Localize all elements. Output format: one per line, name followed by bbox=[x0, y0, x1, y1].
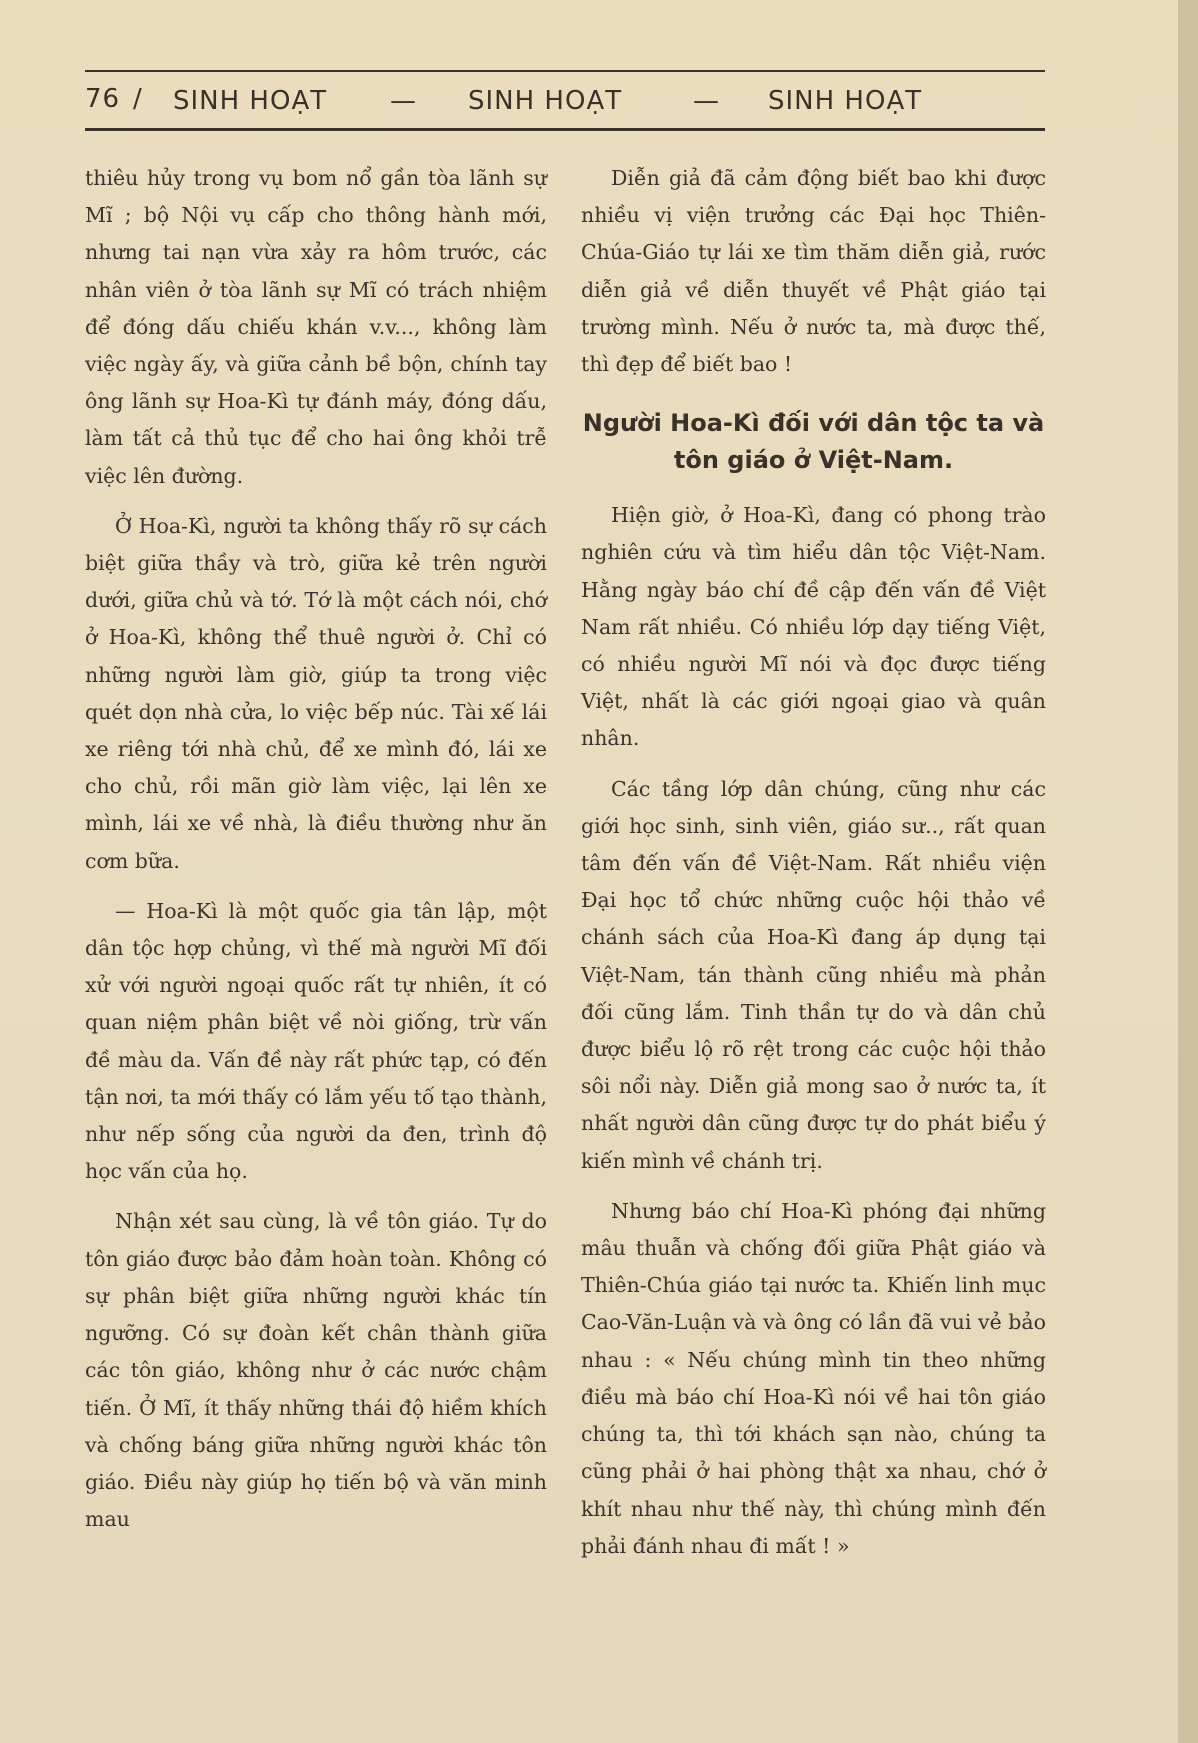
running-title-dash-2: — bbox=[693, 86, 720, 116]
header-row bbox=[85, 82, 1045, 122]
paragraph: Nhưng báo chí Hoa-Kì phóng đại những mâu thuẫn và chống đối giữa Phật giáo và Thiên-Chúa giáo tại nước ta. Khiến linh mục Cao-Văn-Luận và và ông có lần đã vui vẻ bảo nhau : « Nếu chúng mình tin theo những điều mà báo chí Hoa-Kì nói về hai tôn giáo chúng ta, thì tới khách sạn nào, chúng ta cũng phải ở hai phòng thật xa nhau, chớ ở khít nhau như thế này, thì chúng mình đến phải đánh nhau đi mất ! » bbox=[581, 1198, 1046, 1558]
page-edge-shadow bbox=[1178, 0, 1198, 1743]
header-separator: / bbox=[133, 84, 143, 114]
running-title-3: SINH HOẠT bbox=[768, 86, 923, 116]
left-column bbox=[85, 160, 547, 1551]
running-title-dash-1: — bbox=[390, 86, 417, 116]
right-column bbox=[581, 160, 1046, 1578]
paragraph: Hiện giờ, ở Hoa-Kì, đang có phong trào nghiên cứu và tìm hiểu dân tộc Việt-Nam. Hằng ngày báo chí đề cập đến vấn đề Việt Nam rất nhiều. Có nhiều lớp dạy tiếng Việt, có nhiều người Mĩ nói và đọc được tiếng Việt, nhất là các giới ngoại giao và quân nhân. bbox=[581, 503, 1046, 751]
paragraph: thiêu hủy trong vụ bom nổ gần tòa lãnh sự Mĩ ; bộ Nội vụ cấp cho thông hành mới, nhưng tai nạn vừa xảy ra hôm trước, các nhân viên ở tòa lãnh sự Mĩ có trách nhiệm để đóng dấu chiếu khán v.v..., không làm việc ngày ấy, và giữa cảnh bề bộn, chính tay ông lãnh sự Hoa-Kì tự đánh máy, đóng dấu, làm tất cả thủ tục để cho hai ông khỏi trễ việc lên đường. bbox=[85, 166, 547, 488]
paragraph: — Hoa-Kì là một quốc gia tân lập, một dân tộc hợp chủng, vì thế mà người Mĩ đối xử với người ngoại quốc rất tự nhiên, ít có quan niệm phân biệt về nòi giống, trừ vấn đề màu da. Vấn đề này rất phức tạp, có đến tận nơi, ta mới thấy có lắm yếu tố tạo thành, như nếp sống của người da đen, trình độ học vấn của họ. bbox=[85, 898, 547, 1184]
running-title-1: SINH HOẠT bbox=[173, 86, 328, 116]
running-header bbox=[85, 70, 1045, 140]
paragraph: Ở Hoa-Kì, người ta không thấy rõ sự cách biệt giữa thầy và trò, giữa kẻ trên người dưới, giữa chủ và tớ. Tớ là một cách nói, chớ ở Hoa-Kì, không thể thuê người ở. Chỉ có những người làm giờ, giúp ta trong việc quét dọn nhà cửa, lo việc bếp núc. Tài xế lái xe riêng tới nhà chủ, để xe mình đó, lái xe cho chủ, rồi mãn giờ làm việc, lại lên xe mình, lái xe về nhà, là điều thường như ăn cơm bữa. bbox=[85, 513, 547, 873]
paragraph: Các tầng lớp dân chúng, cũng như các giới học sinh, sinh viên, giáo sư.., rất quan tâm đến vấn đề Việt-Nam. Rất nhiều viện Đại học tổ chức những cuộc hội thảo về chánh sách của Hoa-Kì đang áp dụng tại Việt-Nam, tán thành cũng nhiều mà phản đối cũng lắm. Tinh thần tự do và dân chủ được biểu lộ rõ rệt trong các cuộc hội thảo sôi nổi này. Diễn giả mong sao ở nước ta, ít nhất người dân cũng được tự do phát biểu ý kiến mình về chánh trị. bbox=[581, 776, 1046, 1173]
header-rule-top bbox=[85, 70, 1045, 72]
section-heading: Người Hoa-Kì đối với dân tộc ta và tôn giáo ở Việt-Nam. bbox=[582, 409, 1045, 475]
header-rule-bottom bbox=[85, 128, 1045, 131]
paragraph: Nhận xét sau cùng, là về tôn giáo. Tự do tôn giáo được bảo đảm hoàn toàn. Không có sự phân biệt giữa những người khác tín ngưỡng. Có sự đoàn kết chân thành giữa các tôn giáo, không như ở các nước chậm tiến. Ở Mĩ, ít thấy những thái độ hiềm khích và chống báng giữa những người khác tôn giáo. Điều này giúp họ tiến bộ và văn minh mau bbox=[85, 1209, 547, 1532]
paragraph: Diễn giả đã cảm động biết bao khi được nhiều vị viện trưởng các Đại học Thiên-Chúa-Giáo tự lái xe tìm thăm diễn giả, rước diễn giả về diễn thuyết về Phật giáo tại trường mình. Nếu ở nước ta, mà được thế, thì đẹp để biết bao ! bbox=[581, 166, 1046, 377]
running-title-2: SINH HOẠT bbox=[468, 86, 623, 116]
page-number: 76 bbox=[85, 84, 121, 114]
